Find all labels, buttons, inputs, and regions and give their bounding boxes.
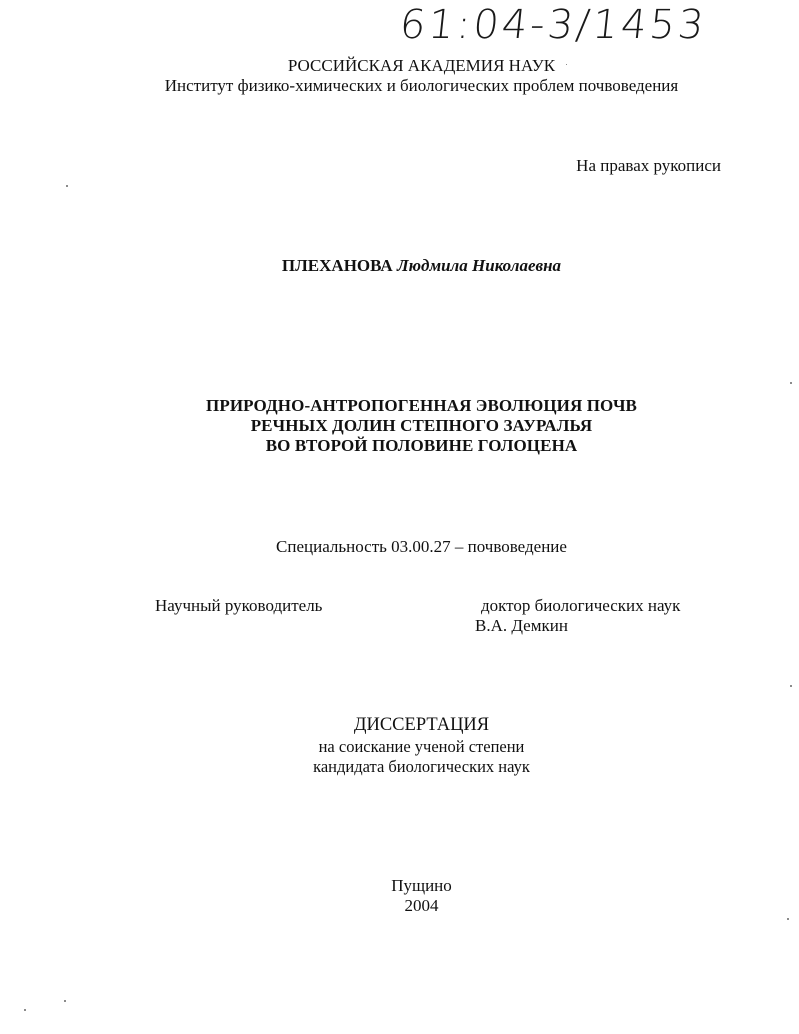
author-given-names: Людмила Николаевна [396, 256, 562, 275]
supervisor-name: В.А. Демкин [475, 616, 568, 635]
thesis-title-line-3: ВО ВТОРОЙ ПОЛОВИНЕ ГОЛОЦЕНА [265, 436, 578, 455]
thesis-title-line-2: РЕЧНЫХ ДОЛИН СТЕПНОГО ЗАУРАЛЬЯ [250, 416, 593, 435]
thesis-title-line-1: ПРИРОДНО-АНТРОПОГЕННАЯ ЭВОЛЮЦИЯ ПОЧВ [206, 396, 637, 415]
supervisor-label: Научный руководитель [155, 596, 323, 615]
supervisor-degree: доктор биологических наук [481, 596, 681, 615]
dissertation-degree-line-2: кандидата биологических наук [313, 757, 530, 776]
scan-speck [787, 918, 789, 920]
scan-speck [64, 1000, 66, 1002]
scan-speck [566, 64, 567, 65]
scan-speck [790, 685, 792, 687]
city: Пущино [391, 876, 452, 895]
scan-speck [24, 1009, 26, 1011]
specialty: Специальность 03.00.27 – почвоведение [276, 537, 567, 556]
dissertation-degree-line-1: на соискание ученой степени [318, 737, 525, 756]
dissertation-heading: ДИССЕРТАЦИЯ [353, 715, 490, 735]
author-name [0, 256, 799, 276]
year: 2004 [404, 896, 439, 915]
manuscript-rights-note: На правах рукописи [576, 156, 721, 175]
institute-name: Институт физико-химических и биологических проблем почвоведения [164, 76, 679, 95]
scan-speck [66, 185, 68, 187]
academy-name: РОССИЙСКАЯ АКАДЕМИЯ НАУК [287, 56, 556, 75]
handwritten-archive-code: 61:04-3/1453 [397, 2, 709, 48]
scan-speck [790, 382, 792, 384]
author-surname: ПЛЕХАНОВА [281, 256, 393, 275]
